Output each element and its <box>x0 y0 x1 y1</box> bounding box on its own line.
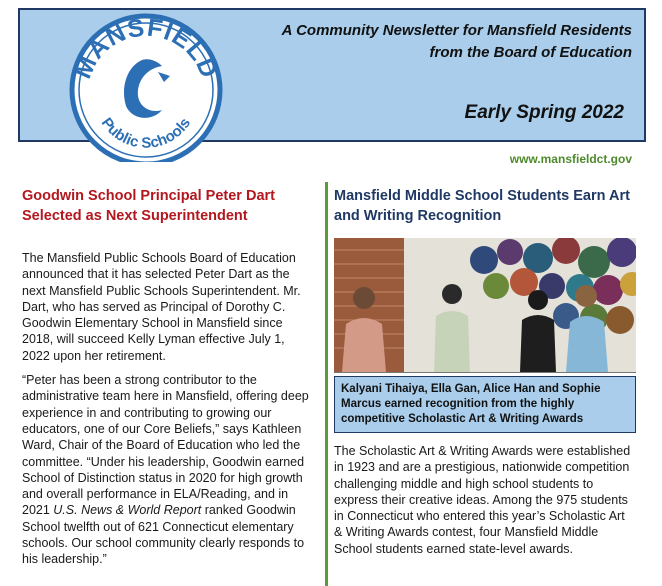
art-award-article <box>334 186 636 570</box>
photo-caption: Kalyani Tihaiya, Ella Gan, Alice Han and Sophie Marcus earned recognition from the highly competitive Scholastic Art & Writing Awards <box>334 376 636 433</box>
superintendent-headline: Goodwin School Principal Peter Dart Selected as Next Superintendent <box>22 188 275 224</box>
students-photo-image <box>334 238 636 372</box>
website-link[interactable]: www.mansfieldct.gov <box>509 152 632 166</box>
superintendent-paragraph-1: The Mansfield Public Schools Board of Education announced that it has selected Peter Dart as the next Mansfield Public Schools Superintendent. Mr. Dart, who has served as Principal of Dorothy C. Goodwin Elementary School in Mansfield since 2018, will succeed Kelly Lyman effective July 1, 2022 upon her retirement. <box>22 251 301 363</box>
publication-title: U.S. News & World Report <box>53 503 202 518</box>
students-photo <box>334 238 636 373</box>
quote-part-1: “Peter has been a strong contributor to the administrative team here in Mansfield, offering deep experience in and contributing to growing our educators, one of our Core Beliefs,” says Kathleen Ward, Chair of the Board of Education who led the committee. “Under his leadership, Goodwin earned School of Distinction status in 2020 for high growth and overall performance in ELA/Reading, and in 2021 <box>22 373 309 518</box>
logo-subtitle: Public Schools <box>97 114 195 152</box>
issue-date: Early Spring 2022 <box>464 102 624 123</box>
mansfield-logo <box>58 2 228 162</box>
superintendent-paragraph-2 <box>22 372 314 568</box>
tagline-line-2: from the Board of Education <box>429 44 632 61</box>
newsletter-tagline <box>282 20 632 64</box>
art-award-body: The Scholastic Art & Writing Awards were established in 1923 and are a prestigious, nationwide competition challenging middle and high school students to express their creative ideas. Among the 975 students in Connecticut who entered this year’s Scholastic Art & Writing Awards contest, four Mansfield Middle School students earned state-level awards. <box>334 444 631 556</box>
tagline-line-1: A Community Newsletter for Mansfield Residents <box>281 22 632 39</box>
quote-part-2: ranked Goodwin School twelfth out of 621 Connecticut elementary schools. Our school community clearly responds to his leadership.” <box>22 503 305 567</box>
column-divider <box>325 182 328 586</box>
logo-title: MANSFIELD <box>68 13 224 83</box>
superintendent-article <box>22 186 314 576</box>
art-award-headline: Mansfield Middle School Students Earn Art and Writing Recognition <box>334 188 630 224</box>
